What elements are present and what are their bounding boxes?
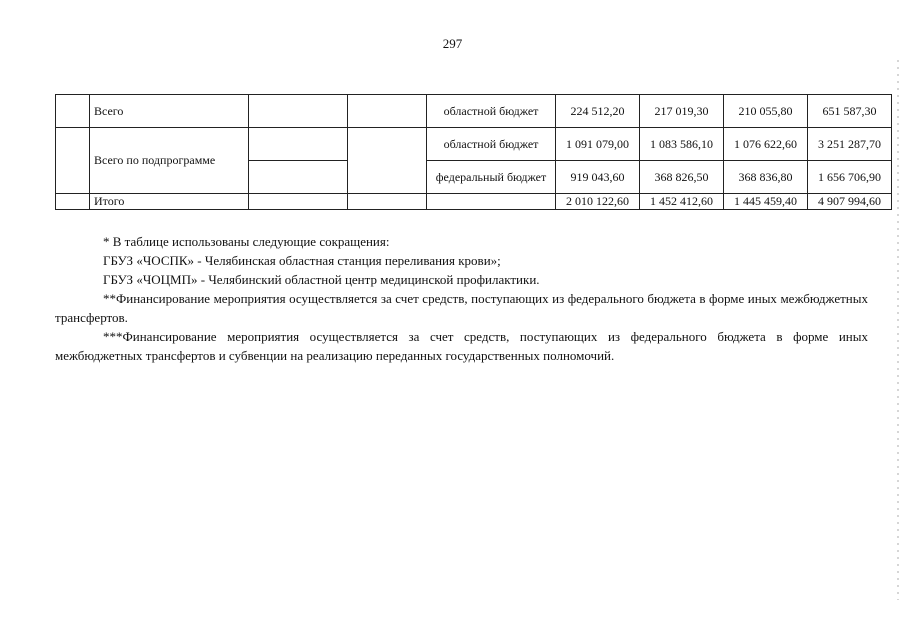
table-cell	[249, 161, 348, 194]
value-cell: 210 055,80	[724, 95, 808, 128]
value-cell: 3 251 287,70	[808, 128, 892, 161]
footnote-abbrev-2: ГБУЗ «ЧОЦМП» - Челябинский областной центр медицинской профилактики.	[103, 272, 540, 287]
value-cell: 1 445 459,40	[724, 194, 808, 210]
table-cell	[56, 128, 90, 194]
table-cell	[348, 194, 427, 210]
budget-table	[55, 94, 892, 210]
table-cell	[348, 95, 427, 128]
value-cell: 217 019,30	[640, 95, 724, 128]
table-cell	[348, 128, 427, 194]
budget-source: областной бюджет	[427, 95, 556, 128]
table-cell	[56, 95, 90, 128]
value-cell: 1 083 586,10	[640, 128, 724, 161]
table-row	[56, 128, 892, 161]
page-number: 297	[442, 36, 463, 51]
table-row	[56, 95, 892, 128]
row-label: Итого	[90, 194, 249, 210]
value-cell: 2 010 122,60	[556, 194, 640, 210]
value-cell: 368 826,50	[640, 161, 724, 194]
value-cell: 1 076 622,60	[724, 128, 808, 161]
table-row	[56, 194, 892, 210]
row-label: Всего по подпрограмме	[90, 128, 249, 194]
footnote-triple-asterisk: ***Финансирование мероприятия осуществляется за счет средств, поступающих из федерального бюджета в форме иных межбюджетных трансфертов и субвенции на реализацию переданных государственных полномочий.	[55, 329, 868, 363]
scan-margin-artifact	[897, 60, 899, 600]
budget-source: федеральный бюджет	[427, 161, 556, 194]
value-cell: 4 907 994,60	[808, 194, 892, 210]
row-label: Всего	[90, 95, 249, 128]
table-cell	[249, 128, 348, 161]
value-cell: 651 587,30	[808, 95, 892, 128]
table-cell	[249, 95, 348, 128]
table-cell	[249, 194, 348, 210]
value-cell: 919 043,60	[556, 161, 640, 194]
footnote-abbrev-intro: * В таблице использованы следующие сокращения:	[103, 234, 390, 249]
value-cell: 1 656 706,90	[808, 161, 892, 194]
budget-source: областной бюджет	[427, 128, 556, 161]
value-cell: 1 452 412,60	[640, 194, 724, 210]
footnote-double-asterisk: **Финансирование мероприятия осуществляется за счет средств, поступающих из федерального бюджета в форме иных межбюджетных трансфертов.	[55, 291, 868, 325]
table-cell	[56, 194, 90, 210]
value-cell: 224 512,20	[556, 95, 640, 128]
footnotes	[55, 232, 868, 365]
footnote-abbrev-1: ГБУЗ «ЧОСПК» - Челябинская областная станция переливания крови»;	[103, 253, 501, 268]
value-cell: 368 836,80	[724, 161, 808, 194]
value-cell: 1 091 079,00	[556, 128, 640, 161]
budget-source	[427, 194, 556, 210]
